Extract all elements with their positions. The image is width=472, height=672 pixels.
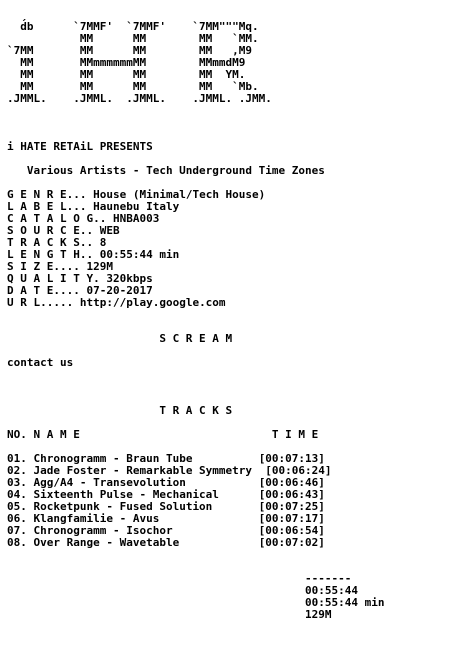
info-label-label: L A B E L... <box>7 200 87 213</box>
track-title: Chronogramm - Isochor <box>26 524 173 537</box>
logo-ascii-line: .JMML. .JMML. .JMML. .JMML. .JMM. <box>7 92 272 105</box>
blank-line <box>7 369 385 381</box>
track-header-time: T I M E <box>271 428 319 441</box>
logo-ascii-line: MM MM MM MM `Mb. <box>7 80 259 93</box>
track-title: Jade Foster - Remarkable Symmetry <box>26 464 253 477</box>
info-length-value: 00:55:44 min <box>93 248 180 261</box>
track-number: 07. <box>7 524 27 537</box>
blank-line <box>7 117 385 129</box>
info-genre-value: House (Minimal/Tech House) <box>86 188 266 201</box>
info-size-value: 129M <box>79 260 113 273</box>
track-number: 02. <box>7 464 27 477</box>
info-url-label: U R L..... <box>7 296 74 309</box>
track-title: Klangfamilie - Avus <box>26 512 160 525</box>
info-genre-label: G E N R E... <box>7 188 87 201</box>
track-time: [00:06:54] <box>258 524 325 537</box>
track-title: Sixteenth Pulse - Mechanical <box>26 488 219 501</box>
track-title: Rocketpunk - Fused Solution <box>26 500 213 513</box>
info-url <box>7 297 385 309</box>
contact-line <box>7 357 385 369</box>
info-length-label: L E N G T H.. <box>7 248 94 261</box>
info-url-value: http://play.google.com <box>73 296 226 309</box>
track-time: [00:07:25] <box>258 500 325 513</box>
track-time: [00:06:24] <box>265 464 332 477</box>
totals-time-text: 00:55:44 <box>305 584 358 597</box>
track-number: 01. <box>7 452 27 465</box>
track-title: Agg/A4 - Transevolution <box>26 476 186 489</box>
info-tracks-label: T R A C K S.. <box>7 236 94 249</box>
logo-ascii-line: d́b `7MMF' `7MMF' `7MM"""Mq. <box>7 20 259 33</box>
info-tracks-value: 8 <box>93 236 107 249</box>
blank-line <box>7 381 385 393</box>
info-size-label: S I Z E.... <box>7 260 80 273</box>
info-catalog-value: HNBA003 <box>106 212 160 225</box>
track-header-name: N A M E <box>26 428 80 441</box>
info-source-label: S O U R C E.. <box>7 224 94 237</box>
totals-divider-text: ------- <box>305 572 352 585</box>
info-label-value: Haunebu Italy <box>86 200 180 213</box>
track-time: [00:07:13] <box>258 452 325 465</box>
track-header-row <box>7 429 385 441</box>
track-number: 05. <box>7 500 27 513</box>
track-time: [00:07:02] <box>258 536 325 549</box>
totals-size <box>7 609 385 621</box>
nfo-document <box>7 21 385 621</box>
info-quality-label: Q U A L I T Y. <box>7 272 100 285</box>
track-number: 06. <box>7 512 27 525</box>
info-source-value: WEB <box>93 224 120 237</box>
tracks-heading: T R A C K S <box>7 404 233 417</box>
info-date-label: D A T E.... <box>7 284 80 297</box>
blank-line <box>7 549 385 561</box>
blank-line <box>7 105 385 117</box>
track-time: [00:07:17] <box>258 512 325 525</box>
totals-size-text: 129M <box>305 608 332 621</box>
logo-ascii-line: `7MM MM MM MM ,M9 <box>7 44 253 57</box>
logo-ascii-line: MM MMmmmmmmMM MMmmdM9 <box>7 56 246 69</box>
track-header-no: NO. <box>7 428 27 441</box>
contact-us-link[interactable]: contact us <box>7 356 74 369</box>
info-date-value: 07-20-2017 <box>79 284 153 297</box>
group-presents-line: i HATE RETAiL PRESENTS <box>7 140 153 153</box>
track-title: Chronogramm - Braun Tube <box>26 452 193 465</box>
scream-heading: S C R E A M <box>7 332 233 345</box>
blank-line <box>7 309 385 321</box>
track-number: 03. <box>7 476 27 489</box>
info-catalog-label: C A T A L O G.. <box>7 212 107 225</box>
track-title: Over Range - Wavetable <box>26 536 180 549</box>
track-number: 04. <box>7 488 27 501</box>
totals-time-min-text: 00:55:44 min <box>305 596 385 609</box>
track-row <box>7 537 385 549</box>
track-number: 08. <box>7 536 27 549</box>
track-time: [00:06:46] <box>258 476 325 489</box>
release-title: Various Artists - Tech Underground Time Zones <box>7 164 325 177</box>
track-time: [00:06:43] <box>258 488 325 501</box>
info-quality-value: 320kbps <box>99 272 153 285</box>
logo-ascii-line: MM MM MM MM YM. <box>7 68 246 81</box>
logo-ascii-line: MM MM MM `MM. <box>7 32 259 45</box>
